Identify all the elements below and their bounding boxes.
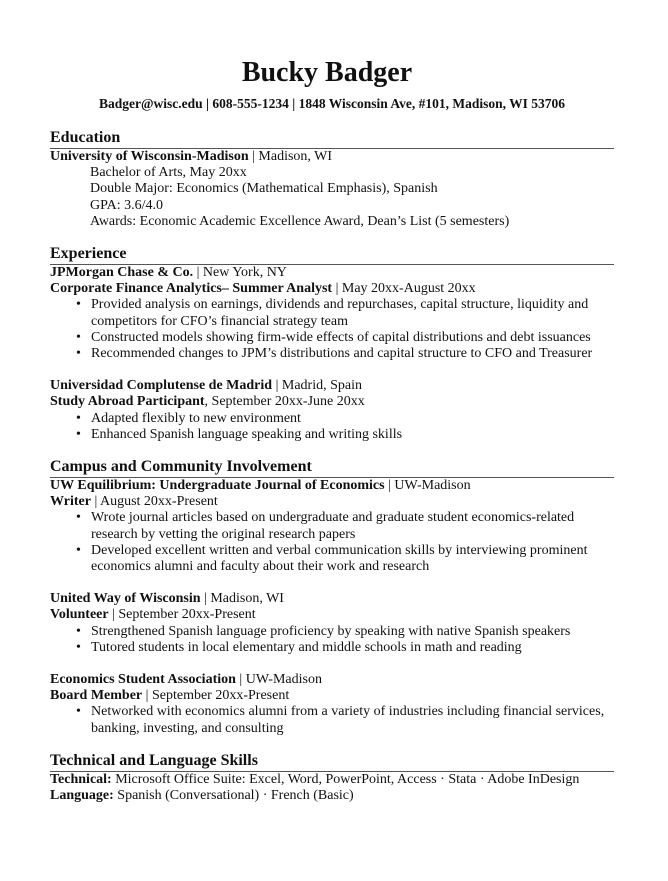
org-name: United Way of Wisconsin [50,591,201,607]
skills-row-language [50,788,614,804]
org-location: | Madrid, Spain [272,378,362,394]
skills-value: Microsoft Office Suite: Excel, Word, PowerPoint, Access · Stata · Adobe InDesign [111,771,580,787]
skills-label: Language: [50,788,114,804]
resume-entry [50,672,614,737]
education-school-line [50,149,614,165]
bullet-item: • Enhanced Spanish language speaking and writing skills [50,427,614,443]
entry-role-line [50,607,614,623]
education-detail: Awards: Economic Academic Excellence Award, Dean’s List (5 semesters) [90,213,510,229]
role-title: Board Member [50,688,143,704]
bullet-item: • Adapted flexibly to new environment [50,411,614,427]
entry-org-line [50,672,614,688]
bullet-item: • Strengthened Spanish language proficiency by speaking with native Spanish speakers [50,624,614,640]
bullet-item: • Networked with economics alumni from a variety of industries including financial services, banking, investing, and consulting [50,704,614,736]
bullet-item: • Developed excellent written and verbal communication skills by interviewing prominent economics alumni and faculty about their work and research [50,543,614,575]
entry-org-line [50,265,614,281]
resume-entry [50,378,614,443]
bullet-item: • Provided analysis on earnings, dividends and repurchases, capital structure, liquidity and competitors for CFO’s financial strategy team [50,297,614,329]
resume-entry [50,478,614,575]
org-location: | UW-Madison [235,672,322,688]
resume-entry [50,591,614,656]
org-name: Universidad Complutense de Madrid [50,378,273,394]
role-dates: | September 20xx-Present [142,688,290,704]
section-heading-education: Education [50,128,614,149]
bullet-list [50,624,614,656]
entry-org-line [50,478,614,494]
skills-value: Spanish (Conversational) · French (Basic) [113,788,354,804]
role-title: Volunteer [50,607,109,623]
bullet-list [50,510,614,575]
resume-sections [50,244,614,737]
school-name: University of Wisconsin-Madison [50,149,249,164]
role-dates: , September 20xx-June 20xx [204,394,365,410]
org-name: JPMorgan Chase & Co. [50,265,194,281]
role-dates: | May 20xx-August 20xx [332,281,476,297]
org-name: Economics Student Association [50,672,236,688]
org-location: | Madison, WI [200,591,284,607]
role-title: Corporate Finance Analytics– Summer Analyst [50,281,333,297]
role-dates: | September 20xx-Present [108,607,256,623]
role-title: Study Abroad Participant [50,394,205,410]
resume-entry [50,265,614,362]
entry-role-line [50,281,614,297]
skills-label: Technical: [50,771,112,787]
resume-name: Bucky Badger [241,57,413,88]
resume-page [50,56,614,804]
education-detail: Double Major: Economics (Mathematical Emphasis), Spanish [90,181,438,197]
section-heading: Campus and Community Involvement [50,457,614,478]
bullet-list [50,297,614,362]
bullet-item: • Recommended changes to JPM’s distributions and capital structure to CFO and Treasurer [50,346,614,362]
bullet-item: • Tutored students in local elementary and middle schools in math and reading [50,640,614,656]
section-heading-skills: Technical and Language Skills [50,751,614,772]
section-heading: Experience [50,244,614,265]
entry-org-line [50,378,614,394]
skills-row-technical [50,772,614,788]
bullet-item: • Constructed models showing firm-wide effects of capital distributions and debt issuances [50,330,614,346]
role-title: Writer [50,494,91,510]
org-name: UW Equilibrium: Undergraduate Journal of Economics [50,478,385,494]
education-detail: Bachelor of Arts, May 20xx [90,165,247,181]
entry-role-line [50,394,614,410]
education-detail: GPA: 3.6/4.0 [90,197,164,213]
school-location: | Madison, WI [248,149,333,164]
org-location: | New York, NY [193,265,287,281]
org-location: | UW-Madison [384,478,471,494]
entry-org-line [50,591,614,607]
contact-line: Badger@wisc.edu | 608-555-1234 | 1848 Wisconsin Ave, #101, Madison, WI 53706 [98,96,566,111]
entry-role-line [50,688,614,704]
bullet-item: • Wrote journal articles based on undergraduate and graduate student economics-related research by vetting the original research papers [50,510,614,542]
entry-role-line [50,494,614,510]
role-dates: | August 20xx-Present [90,494,218,510]
bullet-list [50,411,614,443]
bullet-list [50,704,614,736]
